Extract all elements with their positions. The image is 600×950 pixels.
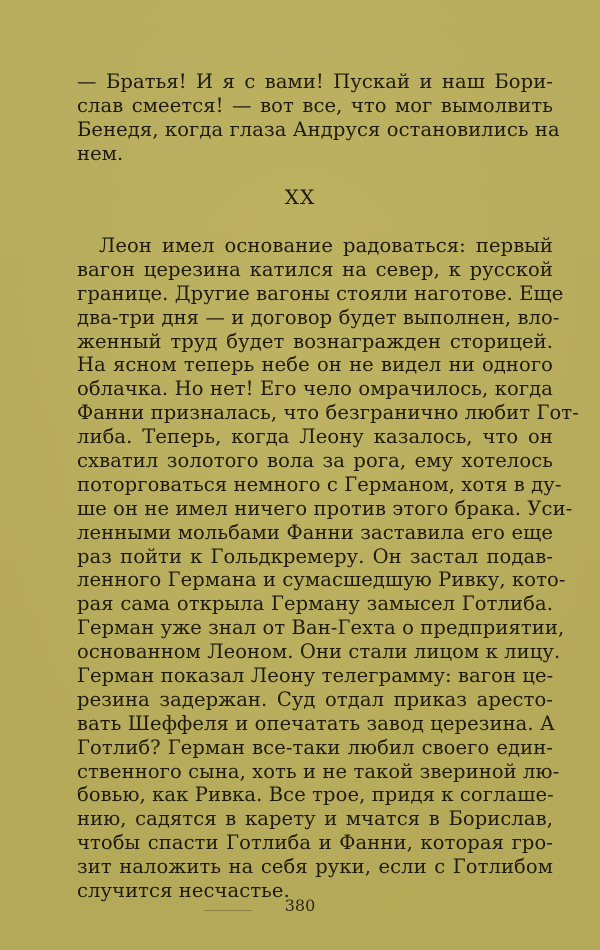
text-line: Герман показал Леону телеграмму: вагон це- — [77, 664, 554, 688]
text-line: схватил золотого вола за рога, ему хотелось — [77, 449, 553, 473]
text-line: ленными мольбами Фанни заставила его еще — [77, 520, 553, 544]
text-line: либа. Теперь, когда Леону казалось, что он — [77, 425, 553, 449]
text-line: вагон церезина катился на север, к русской — [77, 257, 553, 281]
text-line: ленного Германа и сумасшедшую Ривку, кото- — [77, 568, 566, 592]
text-line: резина задержан. Суд отдал приказ aресто- — [77, 687, 553, 711]
text-line: — Братья! И я с вами! Пускай и наш Бори- — [77, 70, 553, 93]
text-line: вать Шеффеля и опечатать завод церезина. А — [77, 711, 555, 735]
text-line: случится несчастье. — [77, 879, 290, 903]
text-line: облачка. Но нет! Его чело омрачилось, когда — [77, 377, 553, 401]
text-line: поторговаться немного с Германом, хотя в ду- — [77, 472, 562, 496]
text-line: Бенедя, когда глаза Андруся остановились на — [77, 117, 560, 141]
text-line: нем. — [77, 141, 124, 165]
text-line: два-три дня — и договор будет выполнен, вло- — [77, 305, 560, 329]
text-line: На ясном теперь небе он не видел ни одного — [77, 353, 553, 377]
text-line: раз пойти к Гольдкремеру. Он застал подав- — [77, 544, 553, 568]
page-number: 380 — [284, 896, 316, 915]
text-line: ше он не имел ничего против этого брака. Уси- — [77, 496, 573, 520]
text-line: чтобы спасти Готлиба и Фанни, которая гро- — [77, 831, 553, 855]
text-line: границе. Другие вагоны стояли наготове. Еще — [77, 281, 564, 305]
text-line: Готлиб? Герман все-таки любил своего един- — [77, 735, 553, 759]
text-line: зит наложить на себя руки, если с Готлибом — [77, 855, 553, 879]
text-line: нию, садятся в карету и мчатся в Борислав, — [77, 807, 553, 831]
text-line: рая сама открыла Герману замысел Готлиба. — [77, 592, 553, 616]
text-line: бовью, как Ривка. Все трое, придя к соглаше- — [77, 783, 554, 807]
text-line: Герман уже знал от Ван-Гехта о предприятии, — [77, 616, 565, 640]
text-line: ственного сына, хоть и не такой звериной лю- — [77, 759, 560, 783]
text-line: слав смеется! — вот все, что мог вымолвить — [77, 93, 553, 117]
intro-paragraph — [77, 70, 560, 166]
chapter-body-paragraph — [77, 234, 579, 903]
text-line: Леон имел основание радоваться: первый — [99, 234, 553, 257]
text-line: женный труд будет вознагражден сторицей. — [77, 329, 553, 353]
text-line: основанном Леоном. Они стали лицом к лицу. — [77, 640, 561, 664]
chapter-heading: XX — [284, 185, 316, 209]
text-line: Фанни призналась, что безгранично любит Гот- — [77, 401, 579, 425]
